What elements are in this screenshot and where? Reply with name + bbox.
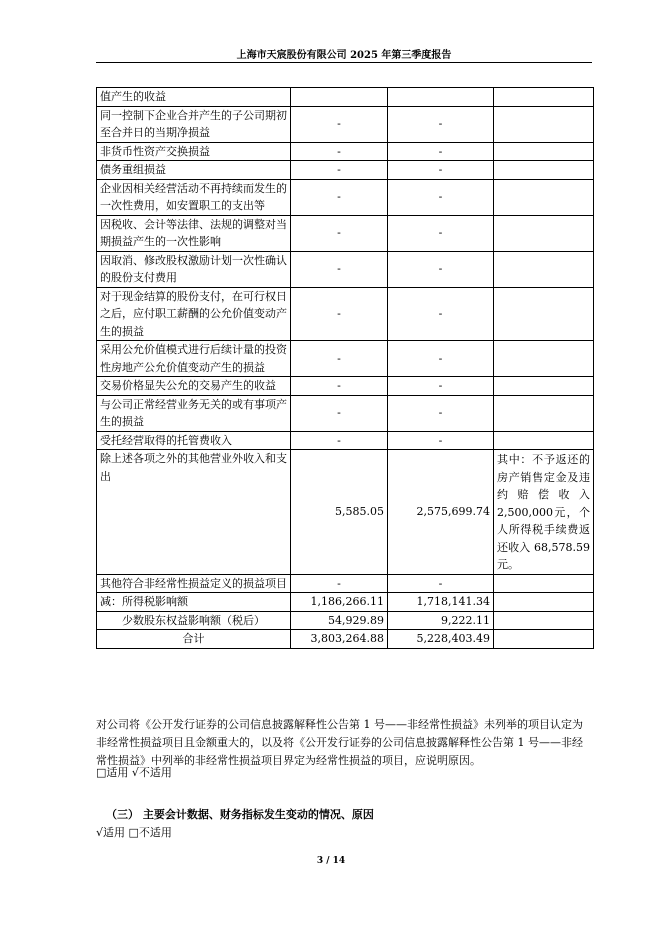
section-heading: （三） 主要会计数据、财务指标发生变动的情况、原因: [106, 808, 374, 821]
note-cell: [494, 287, 594, 341]
note-cell: [494, 630, 594, 649]
item-cell: 值产生的收益: [97, 88, 291, 107]
item-cell: 合计: [97, 630, 291, 649]
current-period-cell: 1,186,266.11: [291, 593, 388, 612]
note-cell: [494, 377, 594, 396]
year-to-date-cell: 9,222.11: [388, 611, 494, 630]
year-to-date-cell: -: [388, 287, 494, 341]
current-period-cell: 3,803,264.88: [291, 630, 388, 649]
current-period-cell: 5,585.05: [291, 450, 388, 575]
current-period-cell: 54,929.89: [291, 611, 388, 630]
applicability-check-section: √适用 □不适用: [96, 826, 172, 839]
current-period-cell: -: [291, 395, 388, 431]
table-row: [97, 377, 594, 396]
note-cell: [494, 431, 594, 450]
note-cell: [494, 611, 594, 630]
year-to-date-cell: -: [388, 431, 494, 450]
year-to-date-cell: -: [388, 341, 494, 377]
item-cell: 因取消、修改股权激励计划一次性确认的股份支付费用: [97, 251, 291, 287]
note-cell: [494, 161, 594, 180]
table-row: [97, 179, 594, 215]
table-row-total: [97, 630, 594, 649]
year-to-date-cell: -: [388, 574, 494, 593]
note-cell: [494, 142, 594, 161]
item-cell: 同一控制下企业合并产生的子公司期初至合并日的当期净损益: [97, 106, 291, 142]
table-row: [97, 611, 594, 630]
table-row: [97, 88, 594, 107]
item-cell: 交易价格显失公允的交易产生的收益: [97, 377, 291, 396]
explanation-paragraph: [96, 716, 592, 770]
table-row: [97, 450, 594, 575]
page-number: 3 / 14: [316, 856, 346, 866]
header-divider: [96, 62, 592, 63]
note-cell: [494, 106, 594, 142]
current-period-cell: -: [291, 179, 388, 215]
item-cell: 非货币性资产交换损益: [97, 142, 291, 161]
item-cell: 企业因相关经营活动不再持续而发生的一次性费用，如安置职工的支出等: [97, 179, 291, 215]
report-header: 上海市天宸股份有限公司 2025 年第三季度报告: [236, 50, 452, 61]
table-row: [97, 251, 594, 287]
note-cell: [494, 395, 594, 431]
table-row: [97, 341, 594, 377]
item-cell: 除上述各项之外的其他营业外收入和支出: [97, 450, 291, 575]
table-row: [97, 574, 594, 593]
note-cell: [494, 574, 594, 593]
note-cell: [494, 179, 594, 215]
non-recurring-items-table: [96, 87, 594, 649]
item-cell: 减：所得税影响额: [97, 593, 291, 612]
year-to-date-cell: -: [388, 179, 494, 215]
current-period-cell: -: [291, 341, 388, 377]
explanation-text: 对公司将《公开发行证券的公司信息披露解释性公告第 1 号——非经常性损益》未列举的项目认定为非经常性损益项目且金额重大的，以及将《公开发行证券的公司信息披露解释性公告第 1 号——非经常性损益》中列举的非经常性损益项目界定为经常性损益的项目，应说明原因。: [96, 718, 583, 767]
note-cell: [494, 215, 594, 251]
current-period-cell: -: [291, 142, 388, 161]
current-period-cell: -: [291, 287, 388, 341]
item-cell: 对于现金结算的股份支付，在可行权日之后，应付职工薪酬的公允价值变动产生的损益: [97, 287, 291, 341]
year-to-date-cell: 1,718,141.34: [388, 593, 494, 612]
note-cell: [494, 88, 594, 107]
current-period-cell: -: [291, 215, 388, 251]
note-cell: [494, 251, 594, 287]
year-to-date-cell: -: [388, 142, 494, 161]
year-to-date-cell: -: [388, 161, 494, 180]
year-to-date-cell: [388, 88, 494, 107]
year-to-date-cell: -: [388, 251, 494, 287]
table-row: [97, 593, 594, 612]
item-cell: 受托经营取得的托管费收入: [97, 431, 291, 450]
table-row: [97, 106, 594, 142]
table-row: [97, 142, 594, 161]
table-row: [97, 395, 594, 431]
item-cell: 与公司正常经营业务无关的或有事项产生的损益: [97, 395, 291, 431]
current-period-cell: -: [291, 377, 388, 396]
current-period-cell: [291, 88, 388, 107]
year-to-date-cell: 2,575,699.74: [388, 450, 494, 575]
item-cell: 少数股东权益影响额（税后）: [97, 611, 291, 630]
current-period-cell: -: [291, 431, 388, 450]
item-cell: 采用公允价值模式进行后续计量的投资性房地产公允价值变动产生的损益: [97, 341, 291, 377]
item-cell: 债务重组损益: [97, 161, 291, 180]
current-period-cell: -: [291, 161, 388, 180]
year-to-date-cell: -: [388, 395, 494, 431]
table-row: [97, 215, 594, 251]
table-row: [97, 287, 594, 341]
current-period-cell: -: [291, 106, 388, 142]
table-row: [97, 161, 594, 180]
item-cell: 因税收、会计等法律、法规的调整对当期损益产生的一次性影响: [97, 215, 291, 251]
year-to-date-cell: -: [388, 106, 494, 142]
item-cell: 其他符合非经常性损益定义的损益项目: [97, 574, 291, 593]
year-to-date-cell: -: [388, 215, 494, 251]
year-to-date-cell: 5,228,403.49: [388, 630, 494, 649]
current-period-cell: -: [291, 251, 388, 287]
year-to-date-cell: -: [388, 377, 494, 396]
note-cell: [494, 341, 594, 377]
note-cell: [494, 593, 594, 612]
note-cell: 其中：不予返还的房产销售定金及违约赔偿收入2,500,000元，个人所得税手续费返还收入 68,578.59元。: [494, 450, 594, 575]
table-row: [97, 431, 594, 450]
applicability-check: □适用 √不适用: [96, 766, 172, 779]
current-period-cell: -: [291, 574, 388, 593]
